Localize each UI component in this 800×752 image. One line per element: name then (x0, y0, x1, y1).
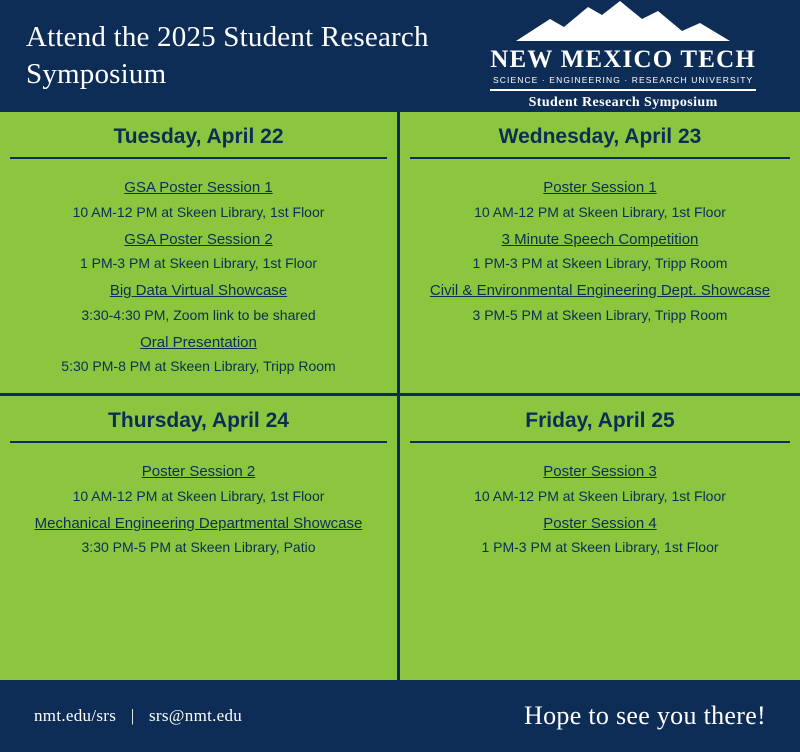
logo-subtitle: SCIENCE · ENGINEERING · RESEARCH UNIVERSITY (492, 75, 754, 85)
event-name: Poster Session 3 (543, 463, 657, 480)
event-list (10, 159, 387, 383)
event-detail: 10 AM-12 PM at Skeen Library, 1st Floor (72, 203, 325, 220)
event-item (410, 177, 790, 223)
event-detail: 10 AM-12 PM at Skeen Library, 1st Floor (474, 203, 726, 220)
event-item (10, 229, 387, 275)
event-name: Big Data Virtual Showcase (109, 282, 288, 299)
poster-header (0, 0, 800, 112)
event-detail: 3 PM-5 PM at Skeen Library, Tripp Room (472, 306, 728, 323)
event-detail: 1 PM-3 PM at Skeen Library, 1st Floor (481, 539, 719, 555)
event-name: Poster Session 2 (141, 463, 256, 480)
event-detail: 1 PM-3 PM at Skeen Library, 1st Floor (79, 255, 318, 271)
event-name: Mechanical Engineering Departmental Showcase (34, 514, 363, 532)
event-list (10, 443, 387, 564)
event-detail: 10 AM-12 PM at Skeen Library, 1st Floor (72, 487, 325, 504)
day-title: Friday, April 25 (410, 402, 790, 443)
event-detail: 3:30 PM-5 PM at Skeen Library, Patio (81, 539, 316, 555)
page-title: Attend the 2025 Student Research Symposium (26, 20, 429, 90)
event-detail: 5:30 PM-8 PM at Skeen Library, Tripp Room (61, 358, 336, 374)
event-item (10, 280, 387, 326)
day-cell-friday (400, 396, 800, 680)
event-list (410, 443, 790, 564)
email-link[interactable]: srs@nmt.edu (149, 706, 243, 725)
logo-tagline: Student Research Symposium (528, 95, 718, 110)
event-item (410, 513, 790, 559)
day-cell-tuesday (0, 112, 400, 396)
event-item (10, 513, 387, 559)
nmt-logo (490, 1, 780, 111)
schedule-grid (0, 112, 800, 680)
footer-contact (34, 706, 242, 726)
closing-message: Hope to see you there! (524, 701, 766, 730)
day-title: Tuesday, April 22 (10, 118, 387, 159)
day-cell-thursday (0, 396, 400, 680)
event-item (410, 229, 790, 275)
footer-separator: | (130, 706, 135, 725)
day-title: Wednesday, April 23 (410, 118, 790, 159)
event-name: Civil & Environmental Engineering Dept. Showcase (429, 282, 771, 299)
logo-divider (490, 89, 756, 91)
event-item (410, 280, 790, 326)
event-detail: 10 AM-12 PM at Skeen Library, 1st Floor (474, 487, 726, 504)
mountain-icon (516, 1, 730, 46)
event-name: Poster Session 1 (543, 179, 657, 196)
poster-footer (0, 680, 800, 752)
event-detail: 1 PM-3 PM at Skeen Library, Tripp Room (472, 255, 728, 271)
event-name: GSA Poster Session 2 (124, 230, 273, 248)
event-name: Poster Session 4 (543, 514, 657, 532)
event-item (10, 332, 387, 378)
event-name: GSA Poster Session 1 (124, 179, 273, 196)
event-detail: 3:30-4:30 PM, Zoom link to be shared (81, 306, 316, 323)
website-link[interactable]: nmt.edu/srs (34, 706, 117, 725)
event-item (410, 461, 790, 507)
event-list (410, 159, 790, 332)
event-name: Oral Presentation (140, 333, 257, 351)
event-item (10, 177, 387, 223)
day-cell-wednesday (400, 112, 800, 396)
day-title: Thursday, April 24 (10, 402, 387, 443)
event-item (10, 461, 387, 507)
event-name: 3 Minute Speech Competition (501, 230, 699, 248)
logo-name: NEW MEXICO TECH (490, 46, 756, 73)
